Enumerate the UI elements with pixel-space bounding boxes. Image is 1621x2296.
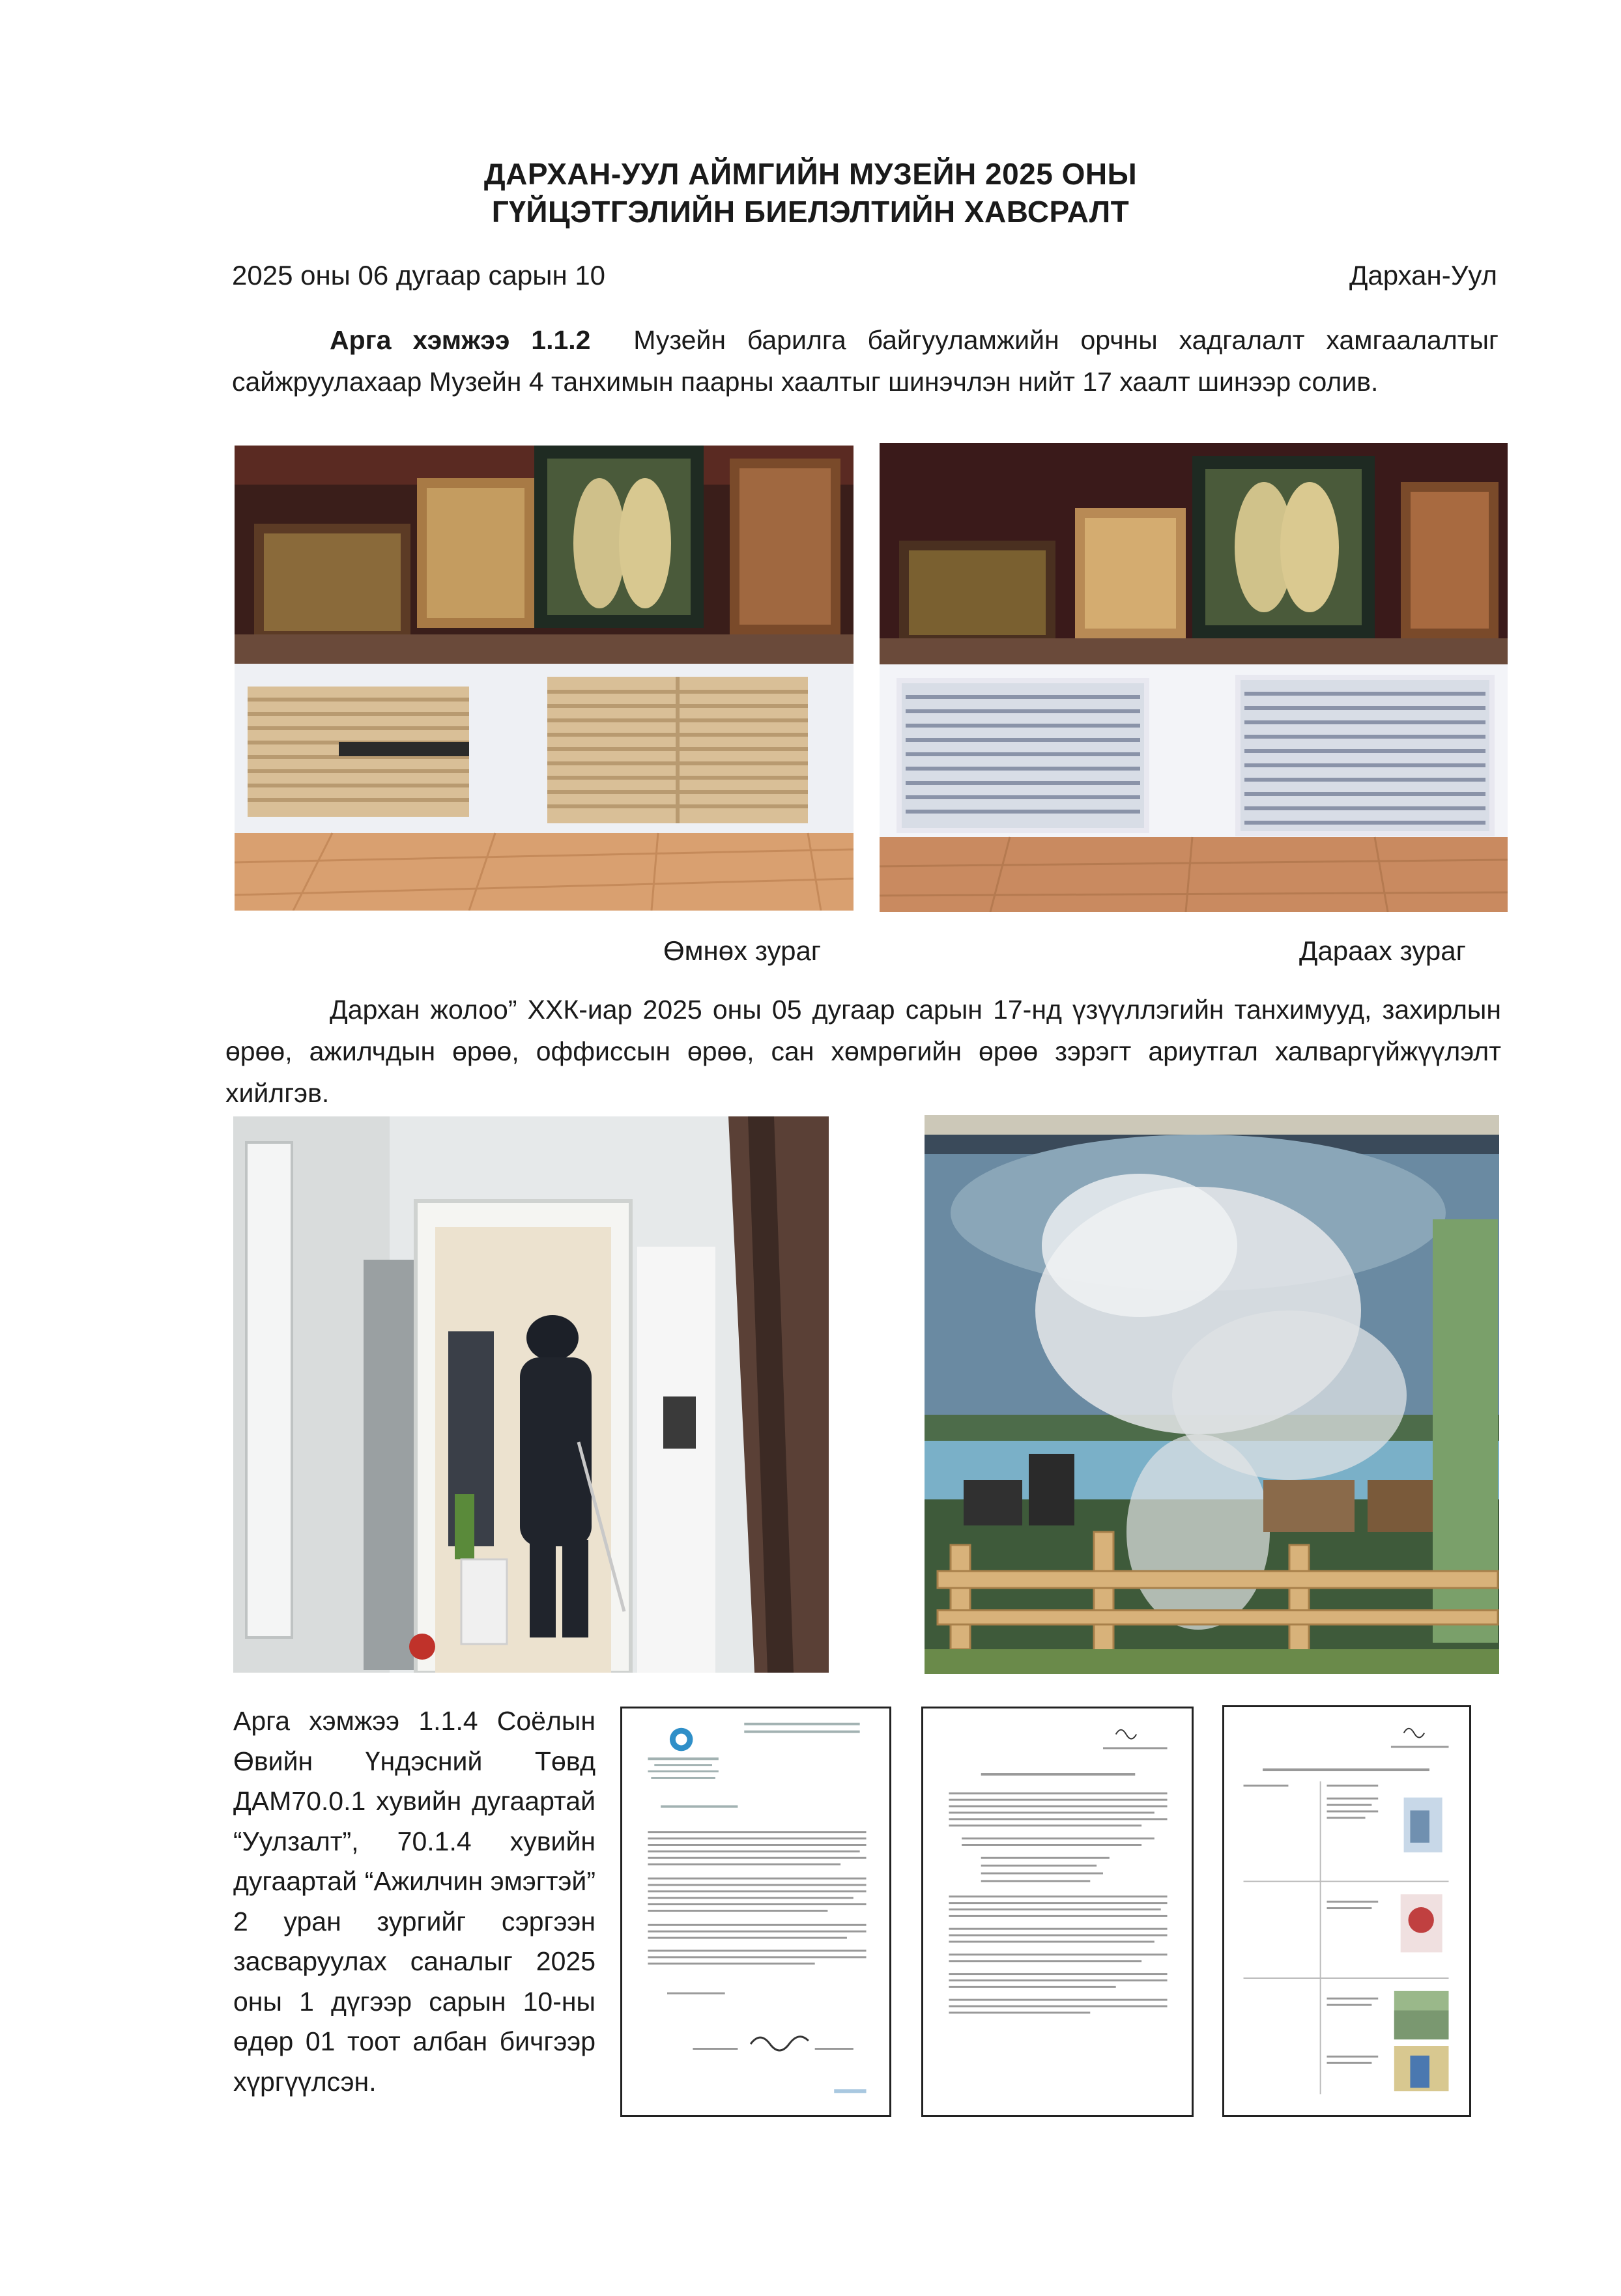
section-2-paragraph: Дархан жолоо” ХХК-иар 2025 оны 05 дугаар сарын 17-нд үзүүллэгийн танхимууд, захирлын өрөө, ажилчдын өрөө, оффиссын өрөө, сан хөмрөгийн өрөө зэрэгт ариутгал халваргүйжүүлэлт хийлгэв.	[225, 995, 1501, 1108]
official-letter-page-2-thumbnail	[921, 1707, 1194, 2117]
section-1-paragraph	[232, 319, 1499, 403]
official-letter-page-1-thumbnail	[620, 1707, 891, 2117]
page-title-line-2: ГҮЙЦЭТГЭЛИЙН БИЕЛЭЛТИЙН ХАВСРАЛТ	[491, 195, 1130, 229]
photo-radiator-covers-before	[235, 446, 854, 911]
official-letter-page-3-thumbnail	[1222, 1705, 1471, 2117]
section-1-label: Арга хэмжээ 1.1.2	[330, 325, 591, 355]
photo-disinfection-doorway	[233, 1116, 829, 1673]
section-3-paragraph: Арга хэмжээ 1.1.4 Соёлын Өвийн Үндэсний Төвд ДАМ70.0.1 хувийн дугаартай “Уулзалт”, 70.1.4 хувийн дугаартай “Ажилчин эмэгтэй” 2 уран зургийг сэргээн засваруулах саналыг 2025 оны 1 дүгээр сарын 10-ны өдөр 01 тоот албан бичгээр хүргүүлсэн.	[233, 1706, 595, 2097]
document-date: 2025 оны 06 дугаар сарын 10	[232, 260, 606, 291]
photo-radiator-covers-after	[880, 443, 1508, 912]
page-title-line-1: ДАРХАН-УУЛ АЙМГИЙН МУЗЕЙН 2025 ОНЫ	[483, 157, 1138, 191]
caption-after-photo: Дараах зураг	[1299, 935, 1466, 966]
document-place: Дархан-Уул	[1349, 260, 1497, 291]
photo-disinfection-diorama	[925, 1115, 1499, 1674]
section-1-text: Музейн барилга байгууламжийн орчны хадгалалт хамгаалалтыг сайжруулахаар Музейн 4 танхимын паарны хаалтыг шинэчлэн нийт 17 хаалт шинээр солив.	[232, 325, 1499, 397]
caption-before-photo: Өмнөх зураг	[663, 935, 822, 966]
